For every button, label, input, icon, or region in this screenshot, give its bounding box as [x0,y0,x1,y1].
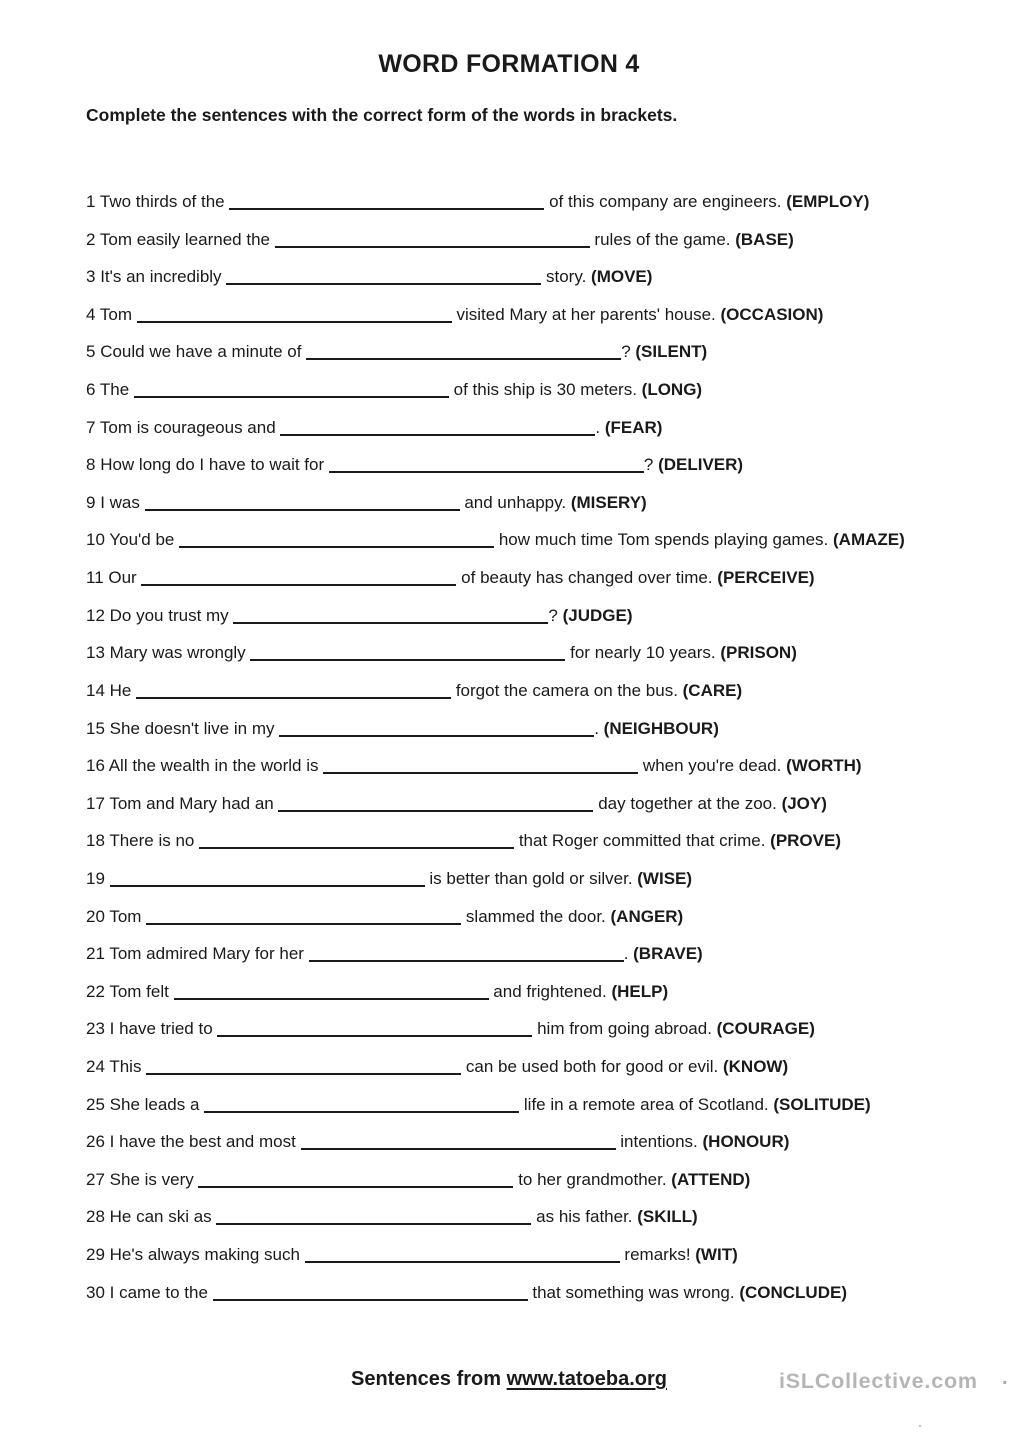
sentence-row [86,1245,996,1283]
sentence-text-before: She is very [104,1169,199,1189]
bracket-cue-word: (MISERY) [570,492,647,512]
sentence-text-after: ? [621,342,636,362]
sentence-text-before: You'd be [104,530,180,550]
sentence-text-after: . [595,417,605,437]
sentence-text-after: life in a remote area of Scotland. [519,1094,774,1114]
answer-blank[interactable] [275,242,590,248]
instruction-text: Complete the sentences with the correct form of the words in brackets. [86,105,678,125]
sentence-number: 29 [86,1245,105,1265]
answer-blank[interactable] [136,693,451,699]
sentence-number: 1 [86,192,96,211]
answer-blank[interactable] [141,580,456,586]
bracket-cue-word: (OCCASION) [720,304,824,324]
sentence-row [86,455,996,493]
sentence-row [86,230,996,268]
page-title: WORD FORMATION 4 [378,50,640,78]
sentence-row [86,380,996,418]
sentence-text-before: Tom admired Mary for her [104,944,309,964]
sentence-text-before: There is no [104,831,200,851]
sentence-row [86,305,996,343]
answer-blank[interactable] [329,467,644,473]
sentence-number: 16 [86,756,105,776]
answer-blank[interactable] [137,317,452,323]
sentence-number: 22 [86,981,105,1001]
sentence-row [86,568,996,606]
sentence-text-before: He can ski as [104,1207,217,1227]
answer-blank[interactable] [134,392,449,398]
sentence-row [86,1207,996,1245]
sentence-text-after: story. [541,267,592,287]
sentence-number: 17 [86,793,105,813]
sentence-number: 13 [86,643,105,663]
sentence-text-after: when you're dead. [638,756,787,776]
answer-blank[interactable] [280,430,595,436]
sentence-row [86,342,996,380]
answer-blank[interactable] [301,1144,616,1150]
sentence-text-after: can be used both for good or evil. [461,1057,723,1077]
sentence-number: 27 [86,1169,105,1189]
sentence-text-before: The [95,380,134,400]
bracket-cue-word: (BASE) [735,229,794,249]
bracket-cue-word: (WISE) [637,868,693,888]
answer-blank[interactable] [279,731,594,737]
bracket-cue-word: (JUDGE) [562,605,633,625]
sentence-row [86,643,996,681]
sentence-text-after: ? [643,455,659,475]
sentence-number: 12 [86,605,105,625]
answer-blank[interactable] [226,279,541,285]
sentence-text-after: intentions. [615,1132,703,1152]
bracket-cue-word: (SKILL) [637,1207,698,1227]
sentence-row [86,1132,996,1170]
sentence-text-after: of beauty has changed over time. [456,568,718,588]
sentence-text-after: remarks! [619,1245,696,1265]
sentence-text-before: How long do I have to wait for [95,455,329,475]
bracket-cue-word: (FEAR) [604,417,663,437]
sentence-row [86,794,996,832]
sentence-number: 9 [86,492,96,512]
bracket-cue-word: (ATTEND) [671,1169,751,1189]
sentence-text-after: that something was wrong. [527,1282,740,1302]
sentence-text-after: ? [548,605,563,625]
bracket-cue-word: (EMPLOY) [786,192,870,211]
bracket-cue-word: (NEIGHBOUR) [603,718,719,738]
answer-blank[interactable] [198,1182,513,1188]
bracket-cue-word: (KNOW) [722,1057,789,1077]
sentence-number: 11 [86,568,104,588]
sentence-number: 8 [86,455,96,475]
bracket-cue-word: (HONOUR) [702,1132,790,1152]
sentence-text-after: as his father. [531,1207,638,1227]
watermark-dot: . [1002,1367,1008,1389]
sentence-row [86,418,996,456]
sentence-number: 23 [86,1019,105,1039]
islcollective-watermark: iSLCollective.com [779,1369,978,1393]
bracket-cue-word: (SOLITUDE) [773,1094,871,1114]
sentence-text-after: . [594,718,604,738]
sentence-number: 7 [86,417,96,437]
sentence-row [86,1283,996,1321]
sentence-number: 14 [86,680,105,700]
answer-blank[interactable] [216,1219,531,1225]
bracket-cue-word: (MOVE) [591,267,653,287]
sentence-row [86,192,996,230]
sentence-text-before: Tom [104,906,147,926]
bracket-cue-word: (AMAZE) [833,530,905,550]
answer-blank[interactable] [146,1069,461,1075]
sentence-number: 20 [86,906,105,926]
sentence-number: 30 [86,1282,105,1302]
sentence-row [86,1170,996,1208]
sentence-text-before: Tom [95,304,137,324]
sentence-number: 25 [86,1094,105,1114]
sentence-row [86,530,996,568]
sentence-text-after: visited Mary at her parents' house. [451,304,721,324]
answer-blank[interactable] [323,768,638,774]
sentence-row [86,869,996,907]
sentence-number: 4 [86,304,96,324]
bracket-cue-word: (WIT) [695,1245,738,1265]
sentence-text-after: day together at the zoo. [593,793,782,813]
bracket-cue-word: (JOY) [781,793,827,813]
sentence-text-after: forgot the camera on the bus. [451,680,683,700]
sentence-number: 21 [86,944,105,964]
footer-source-prefix: Sentences from [351,1368,507,1390]
answer-blank[interactable] [278,806,593,812]
sentence-number: 26 [86,1132,105,1152]
sentence-number: 28 [86,1207,105,1227]
answer-blank[interactable] [204,1107,519,1113]
sentence-number: 10 [86,530,105,550]
sentence-text-before: Tom and Mary had an [104,793,279,813]
sentence-text-after: how much time Tom spends playing games. [494,530,833,550]
answer-blank[interactable] [213,1295,528,1301]
sentence-text-before: Could we have a minute of [95,342,307,362]
sentence-row [86,493,996,531]
sentence-text-before: Mary was wrongly [104,643,251,663]
bracket-cue-word: (CONCLUDE) [739,1282,847,1302]
sentence-text-after: rules of the game. [589,229,736,249]
sentence-text-after: him from going abroad. [532,1019,717,1039]
sentence-text-before: Tom easily learned the [95,229,275,249]
answer-blank[interactable] [146,919,461,925]
sentence-text-before: All the wealth in the world is [104,756,324,776]
answer-blank[interactable] [305,1257,620,1263]
answer-blank[interactable] [145,505,460,511]
sentence-number: 5 [86,342,96,362]
answer-blank[interactable] [250,655,565,661]
sentence-text-before: Two thirds of the [95,192,230,211]
stray-artifact-dot: . [918,1414,923,1431]
bracket-cue-word: (CARE) [682,680,743,700]
answer-blank[interactable] [174,994,489,1000]
sentence-text-after: and unhappy. [459,492,571,512]
sentence-text-after: to her grandmother. [513,1169,672,1189]
sentence-text-before: I have the best and most [104,1132,301,1152]
sentence-row [86,606,996,644]
answer-blank[interactable] [229,204,544,210]
bracket-cue-word: (ANGER) [610,906,684,926]
sentence-number: 6 [86,380,96,400]
sentence-row [86,907,996,945]
sentence-row [86,944,996,982]
sentence-text-before: She leads a [104,1094,205,1114]
sentence-row [86,681,996,719]
bracket-cue-word: (HELP) [611,981,669,1001]
sentence-row [86,267,996,305]
sentence-text-after: and frightened. [488,981,612,1001]
bracket-cue-word: (SILENT) [635,342,708,362]
bracket-cue-word: (BRAVE) [633,944,703,964]
sentence-number: 3 [86,267,96,287]
sentence-text-after: . [623,944,634,964]
bracket-cue-word: (DELIVER) [658,455,744,475]
answer-blank[interactable] [179,542,494,548]
sentence-text-before: He's always making such [104,1245,305,1265]
answer-blank[interactable] [306,354,621,360]
sentence-number: 18 [86,831,105,851]
sentence-row [86,719,996,757]
answer-blank[interactable] [110,881,425,887]
sentence-row [86,1019,996,1057]
tatoeba-link[interactable]: www.tatoeba.org [506,1368,667,1390]
sentence-text-before: Tom is courageous and [95,417,281,437]
sentence-text-before: It's an incredibly [95,267,227,287]
sentence-number: 24 [86,1057,105,1077]
sentence-text-before: Our [103,568,142,588]
sentence-number: 2 [86,229,96,249]
bracket-cue-word: (WORTH) [786,756,862,776]
sentence-text-before: I came to the [104,1282,213,1302]
sentence-text-before: She doesn't live in my [104,718,280,738]
sentence-text-before: I have tried to [104,1019,218,1039]
sentence-text-before: This [104,1057,147,1077]
sentence-text-after: of this ship is 30 meters. [448,380,642,400]
sentence-text-after: for nearly 10 years. [565,643,721,663]
sentence-text-after: slammed the door. [461,906,611,926]
sentence-text-before: Tom felt [104,981,174,1001]
bracket-cue-word: (PRISON) [720,643,797,663]
sentence-text-after: that Roger committed that crime. [514,831,771,851]
sentence-row [86,982,996,1020]
bracket-cue-word: (PROVE) [770,831,841,851]
sentence-row [86,756,996,794]
answer-blank[interactable] [199,843,514,849]
sentence-row [86,1095,996,1133]
sentence-number: 15 [86,718,105,738]
sentence-list [86,192,996,1320]
bracket-cue-word: (PERCEIVE) [717,568,815,588]
sentence-text-before: I was [95,492,145,512]
sentence-text-after: of this company are engineers. [544,192,787,211]
sentence-row [86,831,996,869]
sentence-number: 19 [86,868,105,888]
bracket-cue-word: (LONG) [641,380,703,400]
answer-blank[interactable] [217,1031,532,1037]
answer-blank[interactable] [309,956,624,962]
sentence-row [86,1057,996,1095]
sentence-text-after: is better than gold or silver. [424,868,638,888]
bracket-cue-word: (COURAGE) [716,1019,815,1039]
answer-blank[interactable] [233,618,548,624]
sentence-text-before: He [104,680,137,700]
sentence-text-before: Do you trust my [104,605,234,625]
